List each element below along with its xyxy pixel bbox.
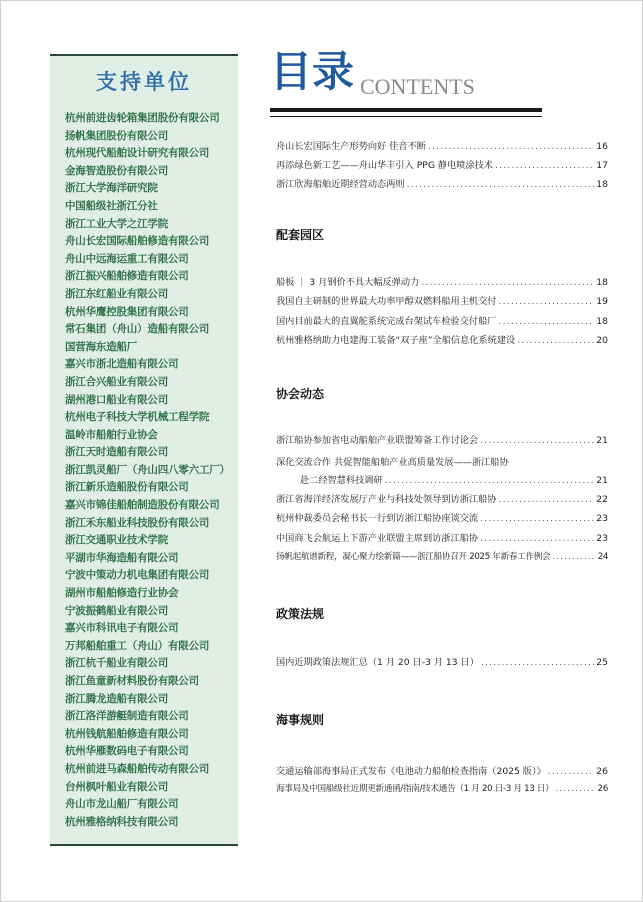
toc-entry-page: 21	[596, 475, 608, 486]
toc-leader	[495, 159, 594, 172]
toc-leader	[499, 315, 595, 328]
sponsor-item: 台州枫叶船业有限公司	[65, 780, 168, 793]
sponsor-item: 湖州港口船业有限公司	[65, 393, 168, 406]
sponsor-item: 中国船级社浙江分社	[65, 199, 158, 212]
toc-leader	[548, 765, 595, 778]
sponsor-item: 浙江振兴船舶修造有限公司	[65, 270, 189, 283]
toc-entry[interactable]	[276, 295, 608, 308]
sponsor-item: 扬帆集团股份有限公司	[65, 129, 168, 142]
sponsor-item: 舟山长宏国际船舶修造有限公司	[65, 235, 210, 248]
toc-entry-page: 23	[596, 533, 608, 544]
toc-entry-page: 17	[596, 160, 608, 171]
section-heading: 协会动态	[276, 387, 325, 401]
sponsor-item: 杭州华雁数码电子有限公司	[65, 745, 189, 758]
toc-leader	[517, 334, 594, 347]
section-heading: 海事规则	[276, 713, 325, 727]
sponsor-item: 浙江鱼童新材料股份有限公司	[65, 675, 199, 687]
toc-entry[interactable]	[276, 656, 608, 669]
sponsor-item: 杭州前进齿轮箱集团股份有限公司	[65, 112, 220, 124]
sponsor-item: 国营海东造船厂	[65, 340, 138, 353]
toc-entry-page: 16	[596, 141, 608, 152]
toc-entry[interactable]	[276, 178, 608, 191]
toc-entry-title: 杭州雅格纳助力电建海工装备“双子座”全船信息化系统建设	[276, 335, 516, 346]
sponsor-item: 杭州前进马森船舶传动有限公司	[65, 762, 210, 775]
toc-leader	[480, 532, 594, 545]
toc-leader	[385, 474, 595, 487]
sponsor-item: 杭州华鹰控股集团有限公司	[65, 305, 189, 318]
toc-entry-page: 22	[596, 494, 608, 505]
toc-entry-title: 国内目前最大的直翼舵系统完成台架试车检验交付船厂	[276, 316, 497, 327]
toc-leader	[407, 178, 595, 191]
toc-entry-title: 深化交流合作 共促智能船舶产业高质量发展——浙江船协	[276, 457, 509, 468]
toc-entry[interactable]	[276, 765, 608, 778]
toc-entry[interactable]	[276, 532, 608, 545]
toc-entry-title: 浙江省海洋经济发展厅产业与科技处领导到访浙江船协	[276, 494, 497, 505]
sponsor-item: 舟山市龙山船厂有限公司	[65, 798, 179, 811]
sponsor-item: 浙江交通职业技术学院	[65, 534, 168, 547]
sponsor-item: 浙江禾东船业科技股份有限公司	[65, 516, 210, 529]
toc-entry-title: 中国商飞会航运上下游产业联盟主席到访浙江船协	[276, 533, 479, 544]
toc-entry-title: 船板 ｜ 3 月钢价不具大幅反弹动力	[276, 277, 420, 288]
sponsor-item: 杭州电子科技大学机械工程学院	[65, 411, 210, 424]
sponsor-item: 杭州雅格纳科技有限公司	[65, 815, 179, 828]
toc-leader	[552, 551, 595, 564]
toc-entry-title: 再添绿色新工艺——舟山华丰引入 PPG 静电喷涂技术	[276, 160, 493, 171]
toc-entry-page: 18	[596, 277, 608, 288]
toc-entry-page: 20	[596, 335, 608, 346]
toc-entry-page: 25	[596, 657, 608, 668]
sponsor-item: 浙江天时造船有限公司	[65, 446, 168, 459]
toc-entry-title: 我国自主研制的世界最大功率甲醇双燃料船用主机交付	[276, 296, 497, 307]
toc-entry-title: 国内近期政策法规汇总（1 月 20 日-3 月 13 日）	[276, 657, 479, 668]
toc-leader	[481, 656, 594, 669]
toc-title: 目录	[270, 47, 355, 96]
header-rule-thin	[270, 116, 542, 117]
sponsor-item: 浙江新乐造船股份有限公司	[65, 481, 189, 494]
toc-entry[interactable]	[276, 551, 608, 564]
toc-subtitle: CONTENTS	[360, 74, 475, 99]
toc-entry[interactable]	[276, 456, 608, 469]
sponsor-item: 湖州市船舶修造行业协会	[65, 587, 179, 600]
sponsor-item: 宁波振鹤船业有限公司	[65, 604, 168, 617]
sponsor-item: 浙江东红船业有限公司	[65, 287, 168, 300]
toc-entry-page: 18	[596, 179, 608, 190]
toc-leader	[421, 276, 594, 289]
sponsor-item: 金海智造股份有限公司	[65, 164, 168, 177]
toc-leader	[499, 493, 595, 506]
toc-entry[interactable]	[276, 783, 608, 796]
toc-leader	[556, 783, 596, 796]
sponsor-item: 嘉兴市锦佳船舶制造股份有限公司	[65, 499, 220, 512]
toc-entry-page: 23	[596, 513, 608, 524]
toc-entry[interactable]	[276, 512, 608, 525]
sponsor-item: 浙江洛洋游艇制造有限公司	[65, 710, 189, 723]
toc-leader	[428, 140, 594, 153]
toc-entry-page: 26	[596, 766, 608, 777]
sponsor-item: 杭州现代船舶设计研究有限公司	[65, 147, 210, 160]
sponsor-item: 常石集团（舟山）造船有限公司	[65, 323, 210, 336]
toc-leader	[480, 512, 594, 525]
sponsor-item: 舟山中远海运重工有限公司	[65, 252, 189, 265]
toc-entry-title: 交通运输部海事局正式发布《电池动力船舶检查指南（2025 版）》	[276, 766, 546, 777]
sponsor-item: 浙江杭千船业有限公司	[65, 657, 168, 670]
sponsor-item: 浙江凯灵船厂（舟山四八零六工厂）	[65, 463, 230, 476]
toc-entry-page: 18	[596, 316, 608, 327]
toc-entry[interactable]	[276, 159, 608, 172]
sponsor-panel	[50, 54, 238, 846]
toc-entry[interactable]	[276, 315, 608, 328]
sponsor-item: 杭州钱航船舶修造有限公司	[65, 727, 189, 740]
toc-leader	[480, 434, 594, 447]
sponsor-item: 嘉兴市浙北造船有限公司	[65, 358, 179, 371]
toc-entry-page: 26	[597, 784, 608, 794]
toc-entry-title: 舟山长宏国际生产形势向好 佳音不断	[276, 141, 426, 152]
toc-entry-page: 19	[596, 296, 608, 307]
sponsor-item: 温岭市船舶行业协会	[65, 428, 158, 441]
header-rule	[270, 108, 542, 112]
toc-entry-title: 海事局及中国船级社近期更新通函/指南/技术通告（1 月 20 日-3 月 13 日）	[276, 784, 554, 794]
toc-entry[interactable]	[276, 434, 608, 447]
toc-entry-title: 赴二经智慧科技调研	[300, 475, 383, 486]
toc-entry-title: 浙江船协参加省电动船舶产业联盟筹备工作讨论会	[276, 435, 479, 446]
toc-entry[interactable]	[276, 140, 608, 153]
sponsor-list	[65, 110, 237, 831]
toc-entry-page: 21	[596, 435, 608, 446]
sponsor-item: 宁波中策动力机电集团有限公司	[65, 569, 210, 582]
sponsor-item: 浙江大学海洋研究院	[65, 182, 158, 195]
toc-leader	[499, 295, 595, 308]
toc-entry-continued[interactable]	[300, 474, 608, 487]
toc-entry[interactable]	[276, 276, 608, 289]
sponsor-item: 浙江腾龙造船有限公司	[65, 692, 168, 705]
section-heading: 配套园区	[276, 228, 325, 242]
sponsor-item: 浙江工业大学之江学院	[65, 217, 168, 230]
sponsor-item: 平湖市华海造船有限公司	[65, 551, 179, 564]
toc-entry[interactable]	[276, 334, 608, 347]
toc-entry-page: 24	[597, 552, 608, 562]
sponsor-title: 支持单位	[96, 69, 192, 94]
sponsor-item: 浙江合兴船业有限公司	[65, 375, 168, 388]
toc-entry-title: 浙江欣海船舶近期经营动态两则	[276, 179, 405, 190]
toc-entry[interactable]	[276, 493, 608, 506]
sponsor-item: 万邦船舶重工（舟山）有限公司	[65, 639, 210, 652]
section-heading: 政策法规	[276, 607, 325, 621]
toc-entry-title: 杭州仲裁委员会秘书长一行到访浙江船协座谈交流	[276, 513, 479, 524]
sponsor-item: 嘉兴市科讯电子有限公司	[65, 622, 179, 635]
toc-entry-title: 扬帆起航谱新程，凝心聚力绘新篇——浙江船协召开 2025 年新春工作例会	[276, 552, 551, 562]
